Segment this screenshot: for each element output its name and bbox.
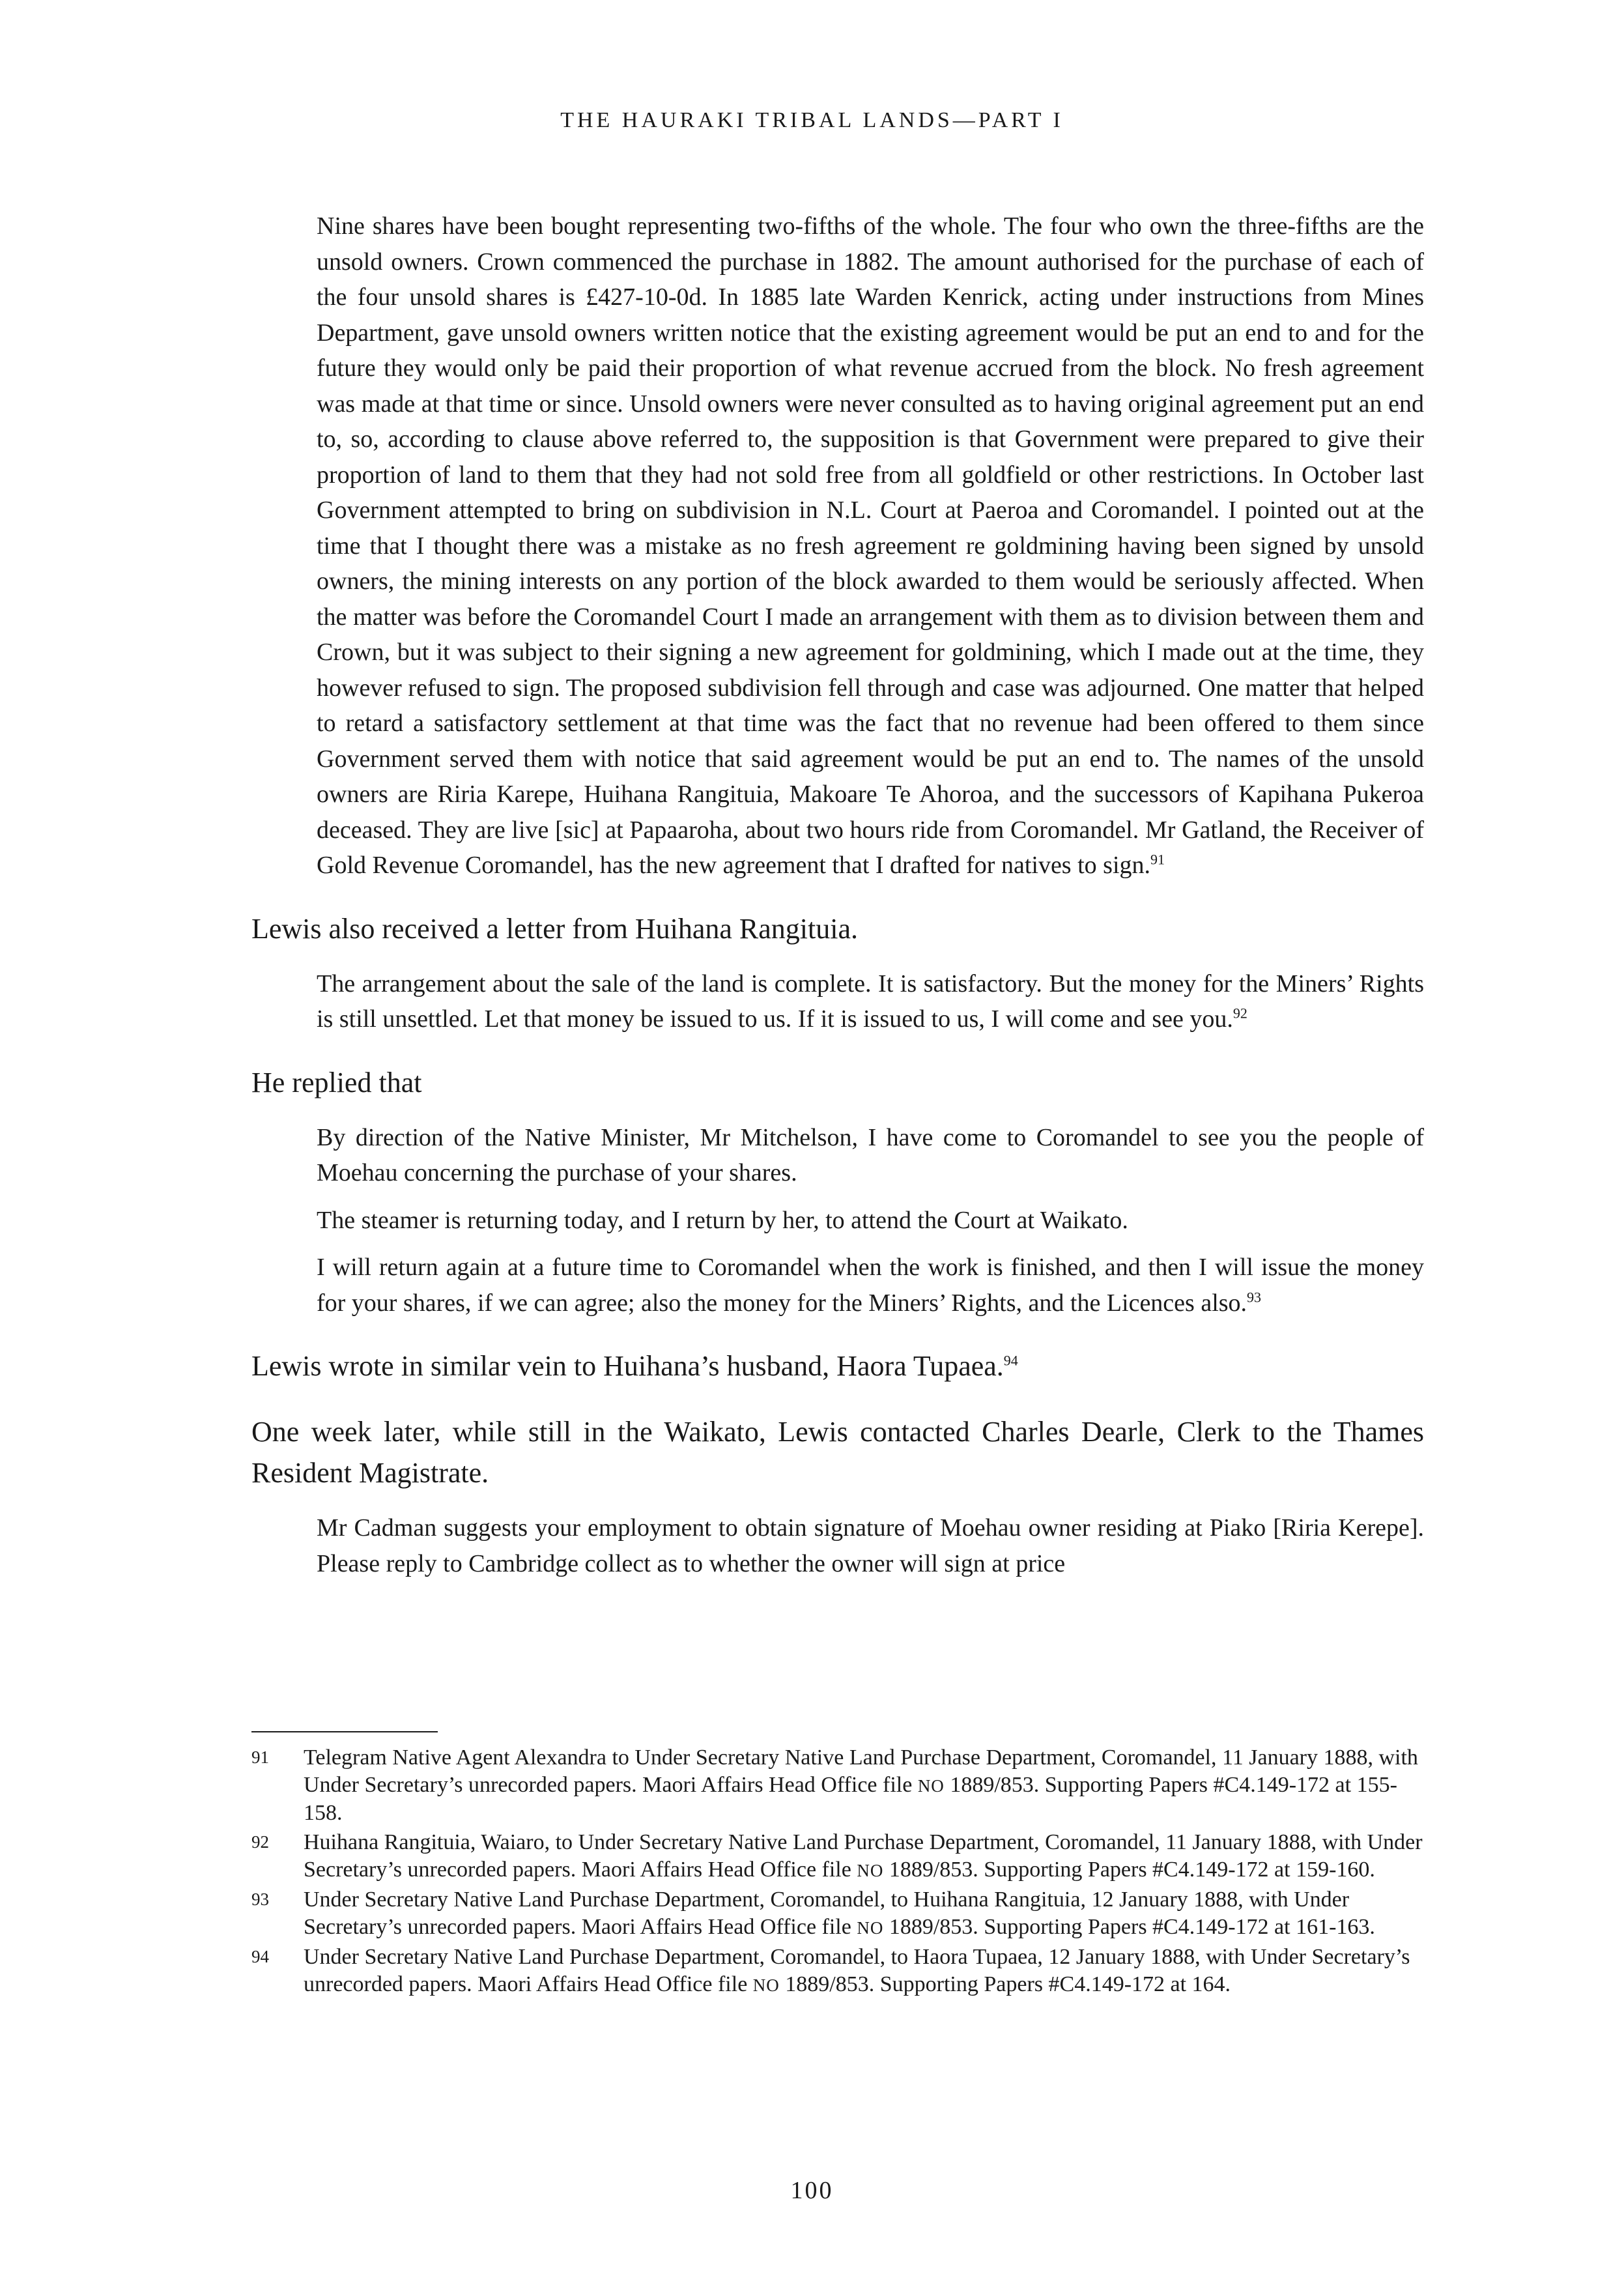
footnote-text: Under Secretary Native Land Purchase Department, Coromandel, to Haora Tupaea, 12 January 1888, with Under Secretary’s unrecorded papers. Maori Affairs Head Office file NO 1889/853. Supporting Papers #C4.149-172 at 164. <box>304 1945 1410 1996</box>
block-quote-reply: The steamer is returning today, and I return by her, to attend the Court at Waikato. <box>317 1206 1128 1234</box>
footnote-number: 94 <box>251 1947 269 1966</box>
footnote-text: Huihana Rangituia, Waiaro, to Under Secretary Native Land Purchase Department, Coromandel, 11 January 1888, with Under Secretary’s unrecorded papers. Maori Affairs Head Office file NO 1889/853. Supporting Papers #C4.149-172 at 159-160. <box>304 1830 1423 1882</box>
page-number: 100 <box>790 2177 834 2204</box>
running-head: THE HAURAKI TRIBAL LANDS—PART I <box>560 108 1064 132</box>
footnote-ref[interactable]: 94 <box>1003 1352 1018 1369</box>
body-paragraph: He replied that <box>251 1066 422 1098</box>
footnote-number: 91 <box>251 1747 269 1767</box>
block-quote-telegram <box>317 208 1424 883</box>
paragraph-text: Lewis wrote in similar vein to Huihana’s husband, Haora Tupaea. <box>251 1350 1004 1382</box>
footnote-ref[interactable]: 91 <box>1150 851 1165 868</box>
footnote <box>251 1829 1424 1884</box>
footnote <box>251 1886 1424 1942</box>
footnote <box>251 1944 1424 1999</box>
footnote-rule <box>251 1731 438 1732</box>
footnote-text: Telegram Native Agent Alexandra to Under Secretary Native Land Purchase Department, Coromandel, 11 January 1888, with Under Secretary’s unrecorded papers. Maori Affairs Head Office file NO 1889/853. Supporting Papers #C4.149-172 at 155-158. <box>304 1745 1418 1825</box>
footnote-number: 93 <box>251 1889 269 1909</box>
body-paragraph <box>251 1345 1424 1386</box>
body-text <box>251 208 1424 1581</box>
footnote-number: 92 <box>251 1832 269 1852</box>
block-quote-reply <box>317 1250 1424 1321</box>
footnote-ref[interactable]: 92 <box>1232 1005 1247 1022</box>
block-quote-telegram: Mr Cadman suggests your employment to obtain signature of Moehau owner residing at Piako [Riria Kerepe]. Please reply to Cambridge collect as to whether the owner will sign at price <box>317 1514 1424 1577</box>
footnote-ref[interactable]: 93 <box>1247 1288 1262 1305</box>
footnote-text: Under Secretary Native Land Purchase Department, Coromandel, to Huihana Rangituia, 12 January 1888, with Under Secretary’s unrecorded papers. Maori Affairs Head Office file NO 1889/853. Supporting Papers #C4.149-172 at 161-163. <box>304 1888 1375 1939</box>
footnote <box>251 1744 1424 1827</box>
footnotes <box>251 1744 1424 2001</box>
body-paragraph: Lewis also received a letter from Huihana Rangituia. <box>251 912 858 945</box>
block-quote-letter <box>317 966 1424 1037</box>
quote-text: I will return again at a future time to Coromandel when the work is finished, and then I will issue the money for your shares, if we can agree; also the money for the Miners’ Rights, and the Licences also. <box>317 1254 1424 1317</box>
quote-text: Nine shares have been bought representing two-fifths of the whole. The four who own the three-fifths are the unsold owners. Crown commenced the purchase in 1882. The amount authorised for the purchase of each of the four unsold shares is £427-10-0d. In 1885 late Warden Kenrick, acting under instructions from Mines Department, gave unsold owners written notice that the existing agreement would be put an end to and for the future they would only be paid their proportion of what revenue accrued from the block. No fresh agreement was made at that time or since. Unsold owners were never consulted as to having original agreement put an end to, so, according to clause above referred to, the supposition is that Government were prepared to give their proportion of land to them that they had not sold free from all goldfield or other restrictions. In October last Government attempted to bring on subdivision in N.L. Court at Paeroa and Coromandel. I pointed out at the time that I thought there was a mistake as no fresh agreement re goldmining having been signed by unsold owners, the mining interests on any portion of the block awarded to them would be seriously affected. When the matter was before the Coromandel Court I made an arrangement with them as to division between them and Crown, but it was subject to their signing a new agreement for goldmining, which I made out at the time, they however refused to sign. The proposed subdivision fell through and case was adjourned. One matter that helped to retard a satisfactory settlement at that time was the fact that no revenue had been offered to them since Government served them with notice that said agreement would be put an end to. The names of the unsold owners are Riria Karepe, Huihana Rangituia, Makoare Te Ahoroa, and the successors of Kapihana Pukeroa deceased. They are live [sic] at Papaaroha, about two hours ride from Coromandel. Mr Gatland, the Receiver of Gold Revenue Coromandel, has the new agreement that I drafted for natives to sign. <box>317 212 1424 879</box>
quote-text: The arrangement about the sale of the land is complete. It is satisfactory. But the money for the Miners’ Rights is still unsettled. Let that money be issued to us. If it is issued to us, I will come and see you. <box>317 969 1424 1033</box>
body-paragraph: One week later, while still in the Waikato, Lewis contacted Charles Dearle, Clerk to the Thames Resident Magistrate. <box>251 1416 1424 1489</box>
block-quote-reply: By direction of the Native Minister, Mr Mitchelson, I have come to Coromandel to see you the people of Moehau concerning the purchase of your shares. <box>317 1123 1424 1186</box>
